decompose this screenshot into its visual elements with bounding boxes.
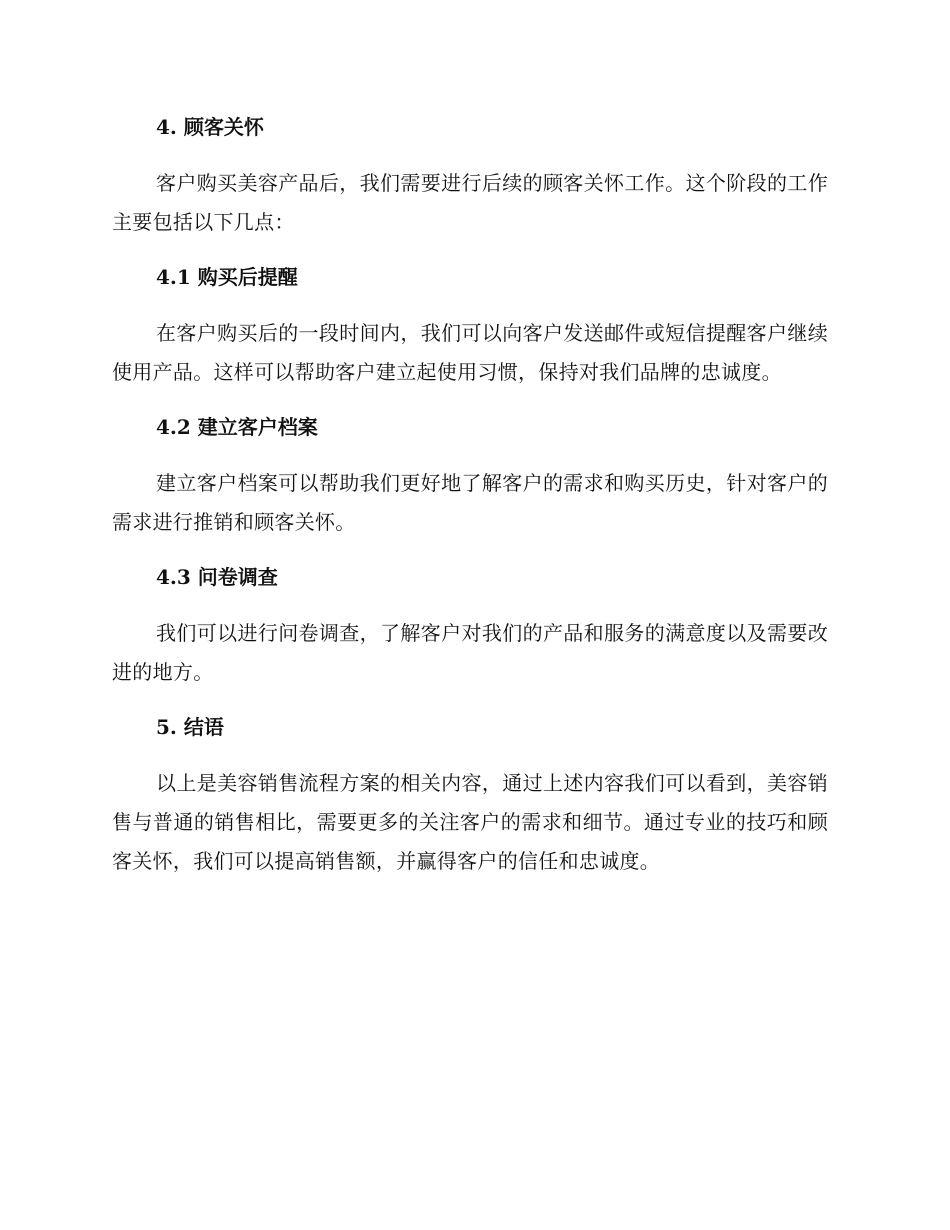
- section-paragraph: 以上是美容销售流程方案的相关内容，通过上述内容我们可以看到，美容销售与普通的销售相比，需要更多的关注客户的需求和细节。通过专业的技巧和顾客关怀，我们可以提高销售额，并赢得客户的信任和忠诚度。: [112, 771, 828, 873]
- section-heading: 4. 顾客关怀: [156, 115, 264, 139]
- section-paragraph: 在客户购买后的一段时间内，我们可以向客户发送邮件或短信提醒客户继续使用产品。这样可以帮助客户建立起使用习惯，保持对我们品牌的忠诚度。: [112, 321, 828, 384]
- section-heading: 4.3 问卷调查: [156, 565, 278, 589]
- section-survey: [112, 560, 828, 692]
- section-paragraph: 建立客户档案可以帮助我们更好地了解客户的需求和购买历史，针对客户的需求进行推销和顾客关怀。: [112, 471, 828, 534]
- section-conclusion: [112, 710, 828, 881]
- section-customer-care: [112, 110, 828, 242]
- section-heading: 5. 结语: [156, 715, 224, 739]
- section-post-purchase-reminder: [112, 260, 828, 392]
- section-heading: 4.2 建立客户档案: [156, 415, 318, 439]
- section-paragraph: 客户购买美容产品后，我们需要进行后续的顾客关怀工作。这个阶段的工作主要包括以下几点：: [112, 171, 828, 234]
- section-paragraph: 我们可以进行问卷调查，了解客户对我们的产品和服务的满意度以及需要改进的地方。: [112, 621, 828, 684]
- section-customer-profile: [112, 410, 828, 542]
- section-heading: 4.1 购买后提醒: [156, 265, 298, 289]
